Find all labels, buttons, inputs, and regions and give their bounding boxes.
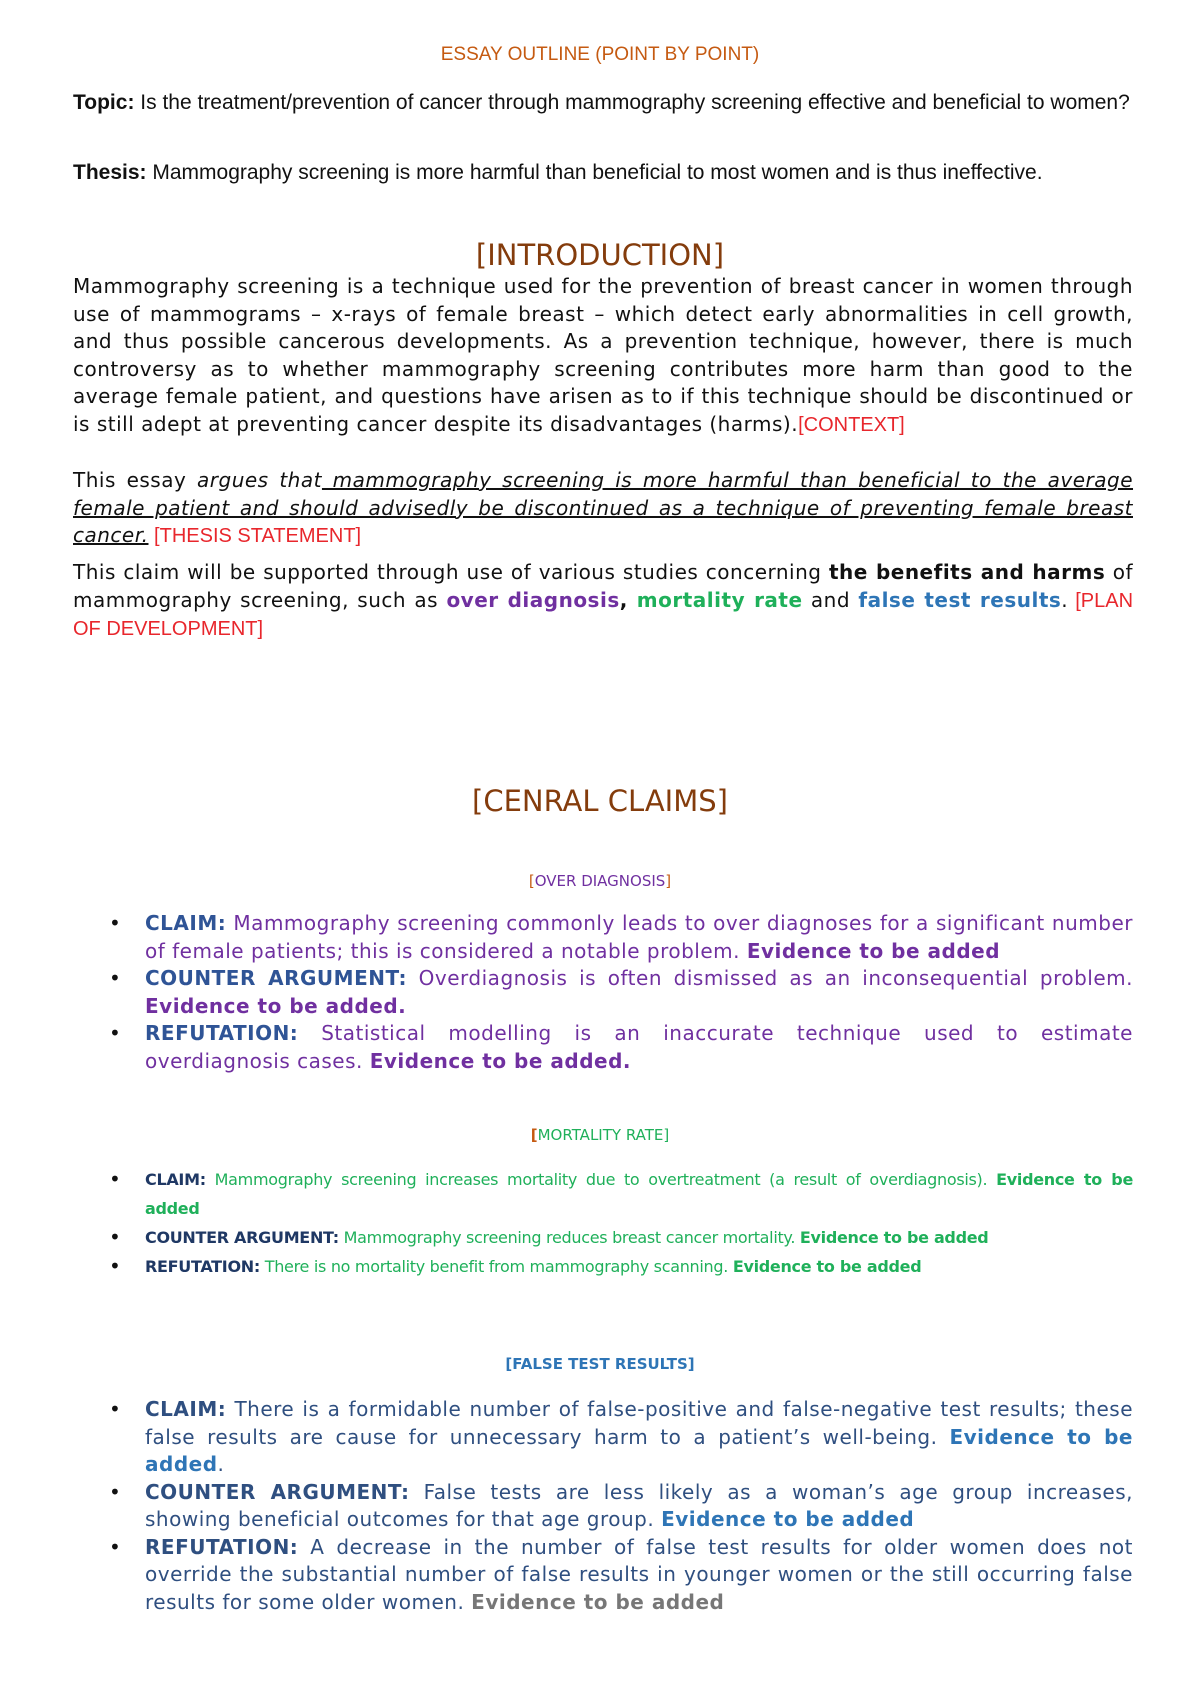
plan-and: and <box>802 587 859 612</box>
plan-lead: This claim will be supported through use of various studies concerning <box>73 560 829 584</box>
bullet-icon: • <box>109 1021 122 1045</box>
item-label: REFUTATION: <box>145 1257 260 1276</box>
bracket-close: ] <box>665 872 672 890</box>
context-text: Mammography screening is a technique used for the prevention of breast cancer in women through use of mammograms – x-rays of female breast – which detect early abnormalities in cell growth, and thus possible cancerous developments. As a prevention technique, however, there is much controversy as to whether mammography screening contributes more harm than good to the average female patient, and questions have arisen as to if this technique should be discontinued or is still adept at preventing cancer despite its disadvantages (harms). <box>73 274 1133 436</box>
item-evidence: Evidence to be added. <box>369 1048 632 1073</box>
list-item <box>73 1479 1133 1534</box>
false-test-heading <box>0 1355 1200 1373</box>
plan-paragraph <box>73 559 1133 644</box>
topic-text: Is the treatment/prevention of cancer through mammography screening effective and beneficial to women? <box>134 91 1130 114</box>
bracket-open: [ <box>528 872 535 890</box>
list-item <box>73 1020 1133 1075</box>
thesis-text: Mammography screening is more harmful than beneficial to most women and is thus ineffective. <box>146 161 1043 184</box>
false-test-heading-text: [FALSE TEST RESULTS] <box>505 1355 695 1373</box>
plan-tag: [PLAN OF DEVELOPMENT] <box>73 589 1134 640</box>
item-label: REFUTATION: <box>145 1534 299 1559</box>
item-label: COUNTER ARGUMENT: <box>145 1228 339 1247</box>
item-label: CLAIM: <box>145 1170 206 1189</box>
item-label: REFUTATION: <box>145 1021 299 1045</box>
item-label: CLAIM: <box>145 1397 227 1421</box>
thesis-statement-tag: [THESIS STATEMENT] <box>148 525 362 547</box>
thesis-statement-paragraph <box>73 467 1133 551</box>
item-evidence: Evidence to be added <box>732 1257 922 1276</box>
central-claims-heading: [CENRAL CLAIMS] <box>472 784 728 818</box>
mortality-heading-text: MORTALITY RATE] <box>537 1126 670 1144</box>
over-diagnosis-heading-text: OVER DIAGNOSIS <box>534 872 666 890</box>
mortality-heading <box>0 1126 1200 1144</box>
thesis-statement-argues: argues that <box>197 468 322 492</box>
plan-comma: , <box>619 587 628 612</box>
item-evidence: Evidence to be added <box>661 1507 915 1531</box>
bullet-icon: • <box>109 1254 121 1278</box>
item-label: CLAIM: <box>145 911 227 935</box>
item-evidence: Evidence to be added <box>145 1170 1134 1218</box>
plan-over-diagnosis: over diagnosis <box>446 587 620 612</box>
topic-label: Topic: <box>73 91 135 114</box>
topic-paragraph <box>73 88 1133 117</box>
thesis-label: Thesis: <box>73 161 147 184</box>
item-text: Mammography screening commonly leads to over diagnoses for a significant number of female patients; this is considered a notable problem. <box>145 911 1133 963</box>
thesis-statement-text: mammography screening is more harmful than beneficial to the average female patient and should advisedly be discontinued as a technique of preventing female breast cancer. <box>73 468 1134 547</box>
plan-period: . <box>1061 587 1069 612</box>
item-text: Statistical modelling is an inaccurate technique used to estimate overdiagnosis cases. <box>145 1021 1133 1073</box>
item-label: COUNTER ARGUMENT: <box>145 966 408 990</box>
item-evidence: Evidence to be added <box>145 1424 1134 1476</box>
item-evidence: Evidence to be added <box>471 1589 725 1614</box>
bullet-icon: • <box>109 911 122 935</box>
list-item <box>73 910 1133 965</box>
bracket-open: [ <box>530 1126 538 1144</box>
introduction-heading: [INTRODUCTION] <box>475 238 725 272</box>
bullet-icon: • <box>109 1225 121 1249</box>
item-text: Mammography screening reduces breast cancer mortality. <box>338 1228 800 1247</box>
item-text: Mammography screening increases mortality due to overtreatment (a result of overdiagnosis). <box>205 1170 997 1189</box>
item-tail: . <box>217 1452 225 1476</box>
item-label: COUNTER ARGUMENT: <box>145 1479 410 1504</box>
false-test-list <box>73 1396 1133 1616</box>
bullet-icon: • <box>109 1167 121 1191</box>
item-text: There is a formidable number of false-positive and false-negative test results; these false results are cause for unnecessary harm to a patient’s well-being. <box>145 1397 1133 1449</box>
context-paragraph <box>73 273 1133 439</box>
bullet-icon: • <box>109 1397 122 1421</box>
item-text: False tests are less likely as a woman’s age group increases, showing beneficial outcomes for that age group. <box>145 1479 1133 1531</box>
item-text: A decrease in the number of false test results for older women does not override the substantial number of false results in younger women or the still occurring false results for some older women. <box>145 1534 1133 1614</box>
list-item <box>73 1252 1133 1281</box>
plan-false-test: false test results <box>858 587 1062 612</box>
plan-mid: of mammography screening, such as <box>73 560 1134 612</box>
list-item <box>73 965 1133 1020</box>
plan-bold: the benefits and harms <box>828 560 1106 584</box>
list-item <box>73 1223 1133 1252</box>
context-tag: [CONTEXT] <box>798 413 905 436</box>
bullet-icon: • <box>109 1534 122 1559</box>
item-evidence: Evidence to be added <box>799 1228 989 1247</box>
thesis-paragraph <box>73 158 1133 187</box>
list-item <box>73 1534 1133 1617</box>
plan-mortality-rate: mortality rate <box>627 587 803 612</box>
item-evidence: Evidence to be added <box>746 938 1001 963</box>
item-evidence: Evidence to be added. <box>145 993 407 1018</box>
thesis-statement-lead: This essay <box>73 468 198 492</box>
list-item <box>73 1165 1133 1223</box>
item-text: Overdiagnosis is often dismissed as an inconsequential problem. <box>407 966 1133 990</box>
document-title: ESSAY OUTLINE (POINT BY POINT) <box>440 44 760 65</box>
bullet-icon: • <box>109 1479 122 1504</box>
over-diagnosis-list <box>73 910 1133 1075</box>
item-text: There is no mortality benefit from mammography scanning. <box>259 1257 733 1276</box>
bullet-icon: • <box>109 966 122 990</box>
mortality-list <box>73 1165 1133 1281</box>
over-diagnosis-heading <box>0 872 1200 890</box>
list-item <box>73 1396 1133 1479</box>
